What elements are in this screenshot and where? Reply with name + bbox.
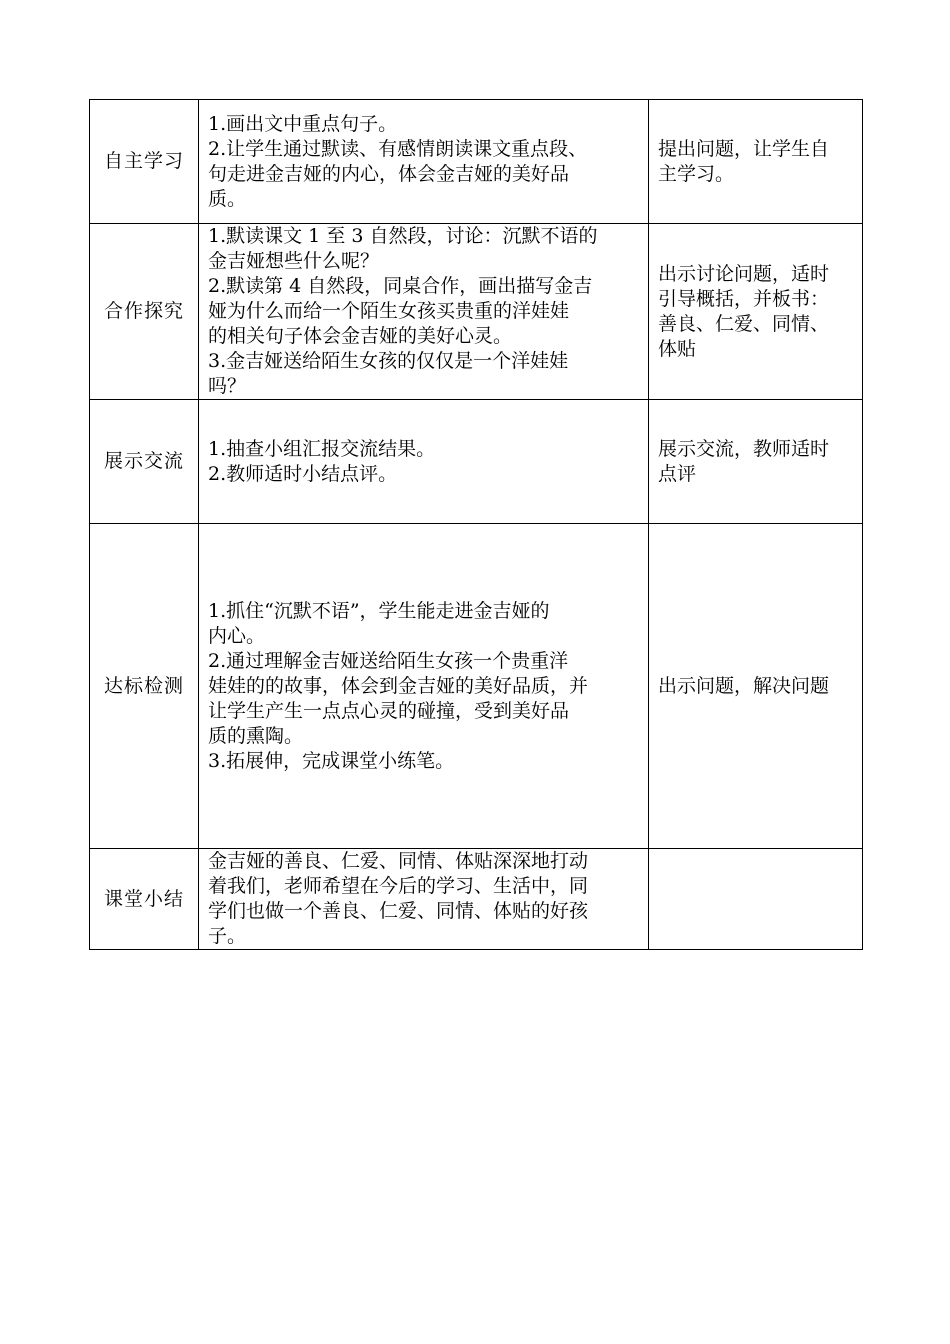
table-row-presentation xyxy=(90,400,863,524)
content-line: 3.金吉娅送给陌生女孩的仅仅是一个洋娃娃 xyxy=(208,350,569,372)
content-line: 内心。 xyxy=(208,624,266,647)
teacher-activity-cell xyxy=(649,524,863,849)
teacher-line: 提出问题，让学生自 xyxy=(658,137,830,160)
content-line: 质的熏陶。 xyxy=(208,724,304,747)
content-line: 娅为什么而给一个陌生女孩买贵重的洋娃娃 xyxy=(208,300,570,322)
teacher-line: 主学习。 xyxy=(658,162,735,185)
content-line: 的相关句子体会金吉娅的美好心灵。 xyxy=(208,325,513,347)
content-line: 让学生产生一点点心灵的碰撞，受到美好品 xyxy=(208,699,570,722)
table-row-summary xyxy=(90,849,863,950)
teacher-activity-cell xyxy=(649,100,863,224)
stage-cell xyxy=(90,100,199,224)
content-line: 1.抓住“沉默不语”，学生能走进金吉娅的 xyxy=(208,599,550,622)
stage-cell xyxy=(90,524,199,849)
content-line: 子。 xyxy=(208,925,247,947)
content-cell xyxy=(199,100,649,224)
content-cell xyxy=(199,849,649,950)
stage-label: 展示交流 xyxy=(103,450,184,472)
content-line: 金吉娅的善良、仁爱、同情、体贴深深地打动 xyxy=(208,850,589,872)
teacher-line: 展示交流，教师适时 xyxy=(658,437,830,460)
content-line: 2.通过理解金吉娅送给陌生女孩一个贵重洋 xyxy=(208,649,569,672)
teacher-line: 体贴 xyxy=(658,337,697,360)
teacher-activity-cell xyxy=(649,400,863,524)
stage-label: 合作探究 xyxy=(103,300,184,322)
stage-cell xyxy=(90,849,199,950)
stage-cell xyxy=(90,224,199,400)
teacher-line: 点评 xyxy=(658,462,697,485)
content-line: 娃娃的的故事，体会到金吉娅的美好品质，并 xyxy=(208,674,589,697)
stage-label: 达标检测 xyxy=(103,674,184,697)
content-line: 3.拓展伸，完成课堂小练笔。 xyxy=(208,749,455,772)
table-row-cooperative-inquiry xyxy=(90,224,863,400)
stage-label: 自主学习 xyxy=(103,150,184,172)
lesson-plan-table xyxy=(89,99,863,950)
content-line: 1.抽查小组汇报交流结果。 xyxy=(208,437,436,460)
content-line: 着我们，老师希望在今后的学习、生活中，同 xyxy=(208,875,589,897)
content-line: 吗？ xyxy=(208,375,247,397)
content-line: 句走进金吉娅的内心，体会金吉娅的美好品 xyxy=(208,162,570,185)
content-line: 1.画出文中重点句子。 xyxy=(208,112,398,135)
content-line: 2.让学生通过默读、有感情朗读课文重点段、 xyxy=(208,137,588,160)
stage-label: 课堂小结 xyxy=(103,887,184,910)
teacher-activity-cell xyxy=(649,224,863,400)
content-cell xyxy=(199,224,649,400)
content-cell xyxy=(199,524,649,849)
content-line: 金吉娅想些什么呢？ xyxy=(208,250,380,272)
table-row-assessment xyxy=(90,524,863,849)
teacher-line: 引导概括，并板书： xyxy=(658,287,830,310)
content-line: 学们也做一个善良、仁爱、同情、体贴的好孩 xyxy=(208,900,589,922)
content-cell xyxy=(199,400,649,524)
content-line: 2.默读第 4 自然段，同桌合作，画出描写金吉 xyxy=(208,275,593,297)
teacher-activity-cell xyxy=(649,849,863,950)
teacher-line: 出示讨论问题，适时 xyxy=(658,262,830,285)
stage-cell xyxy=(90,400,199,524)
teacher-line: 出示问题，解决问题 xyxy=(658,674,830,697)
teacher-line: 善良、仁爱、同情、 xyxy=(658,312,830,335)
table-row-self-study xyxy=(90,100,863,224)
content-line: 质。 xyxy=(208,187,247,210)
content-line: 1.默读课文 1 至 3 自然段，讨论：沉默不语的 xyxy=(208,225,598,247)
content-line: 2.教师适时小结点评。 xyxy=(208,462,398,485)
